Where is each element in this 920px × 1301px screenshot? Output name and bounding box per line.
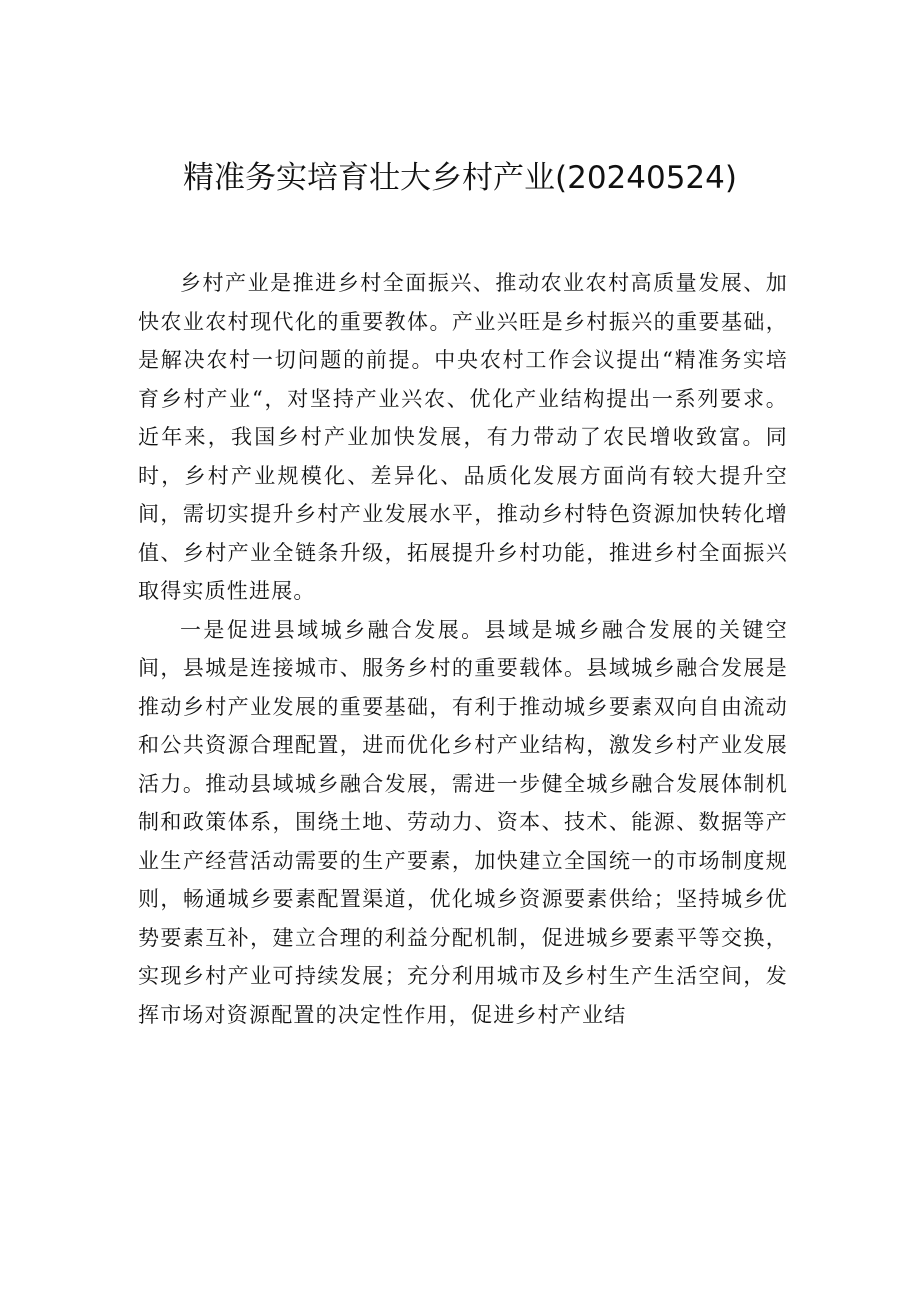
document-body (138, 264, 788, 1034)
document-title: 精准务实培育壮大乡村产业(20240524) (183, 160, 737, 196)
paragraph-point-one: 一是促进县域城乡融合发展。县域是城乡融合发展的关键空间，县城是连接城市、服务乡村的重要载体。县域城乡融合发展是推动乡村产业发展的重要基础，有利于推动城乡要素双向自由流动和公共资源合理配置，进而优化乡村产业结构，激发乡村产业发展活力。推动县域城乡融合发展，需进一步健全城乡融合发展体制机制和政策体系，围绕土地、劳动力、资本、技术、能源、数据等产业生产经营活动需要的生产要素，加快建立全国统一的市场制度规则，畅通城乡要素配置渠道，优化城乡资源要素供给；坚持城乡优势要素互补，建立合理的利益分配机制，促进城乡要素平等交换，实现乡村产业可持续发展；充分利用城市及乡村生产生活空间，发挥市场对资源配置的决定性作用，促进乡村产业结 (138, 617, 788, 1027)
paragraph-intro: 乡村产业是推进乡村全面振兴、推动农业农村高质量发展、加快农业农村现代化的重要教体。产业兴旺是乡村振兴的重要基础，是解决农村一切问题的前提。中央农村工作会议提出“精准务实培育乡村产业“，对坚持产业兴农、优化产业结构提出一系列要求。近年来，我国乡村产业加快发展，有力带动了农民增收致富。同时，乡村产业规模化、差异化、品质化发展方面尚有较大提升空间，需切实提升乡村产业发展水平，推动乡村特色资源加快转化增值、乡村产业全链条升级，拓展提升乡村功能，推进乡村全面振兴取得实质性进展。 (138, 271, 788, 603)
